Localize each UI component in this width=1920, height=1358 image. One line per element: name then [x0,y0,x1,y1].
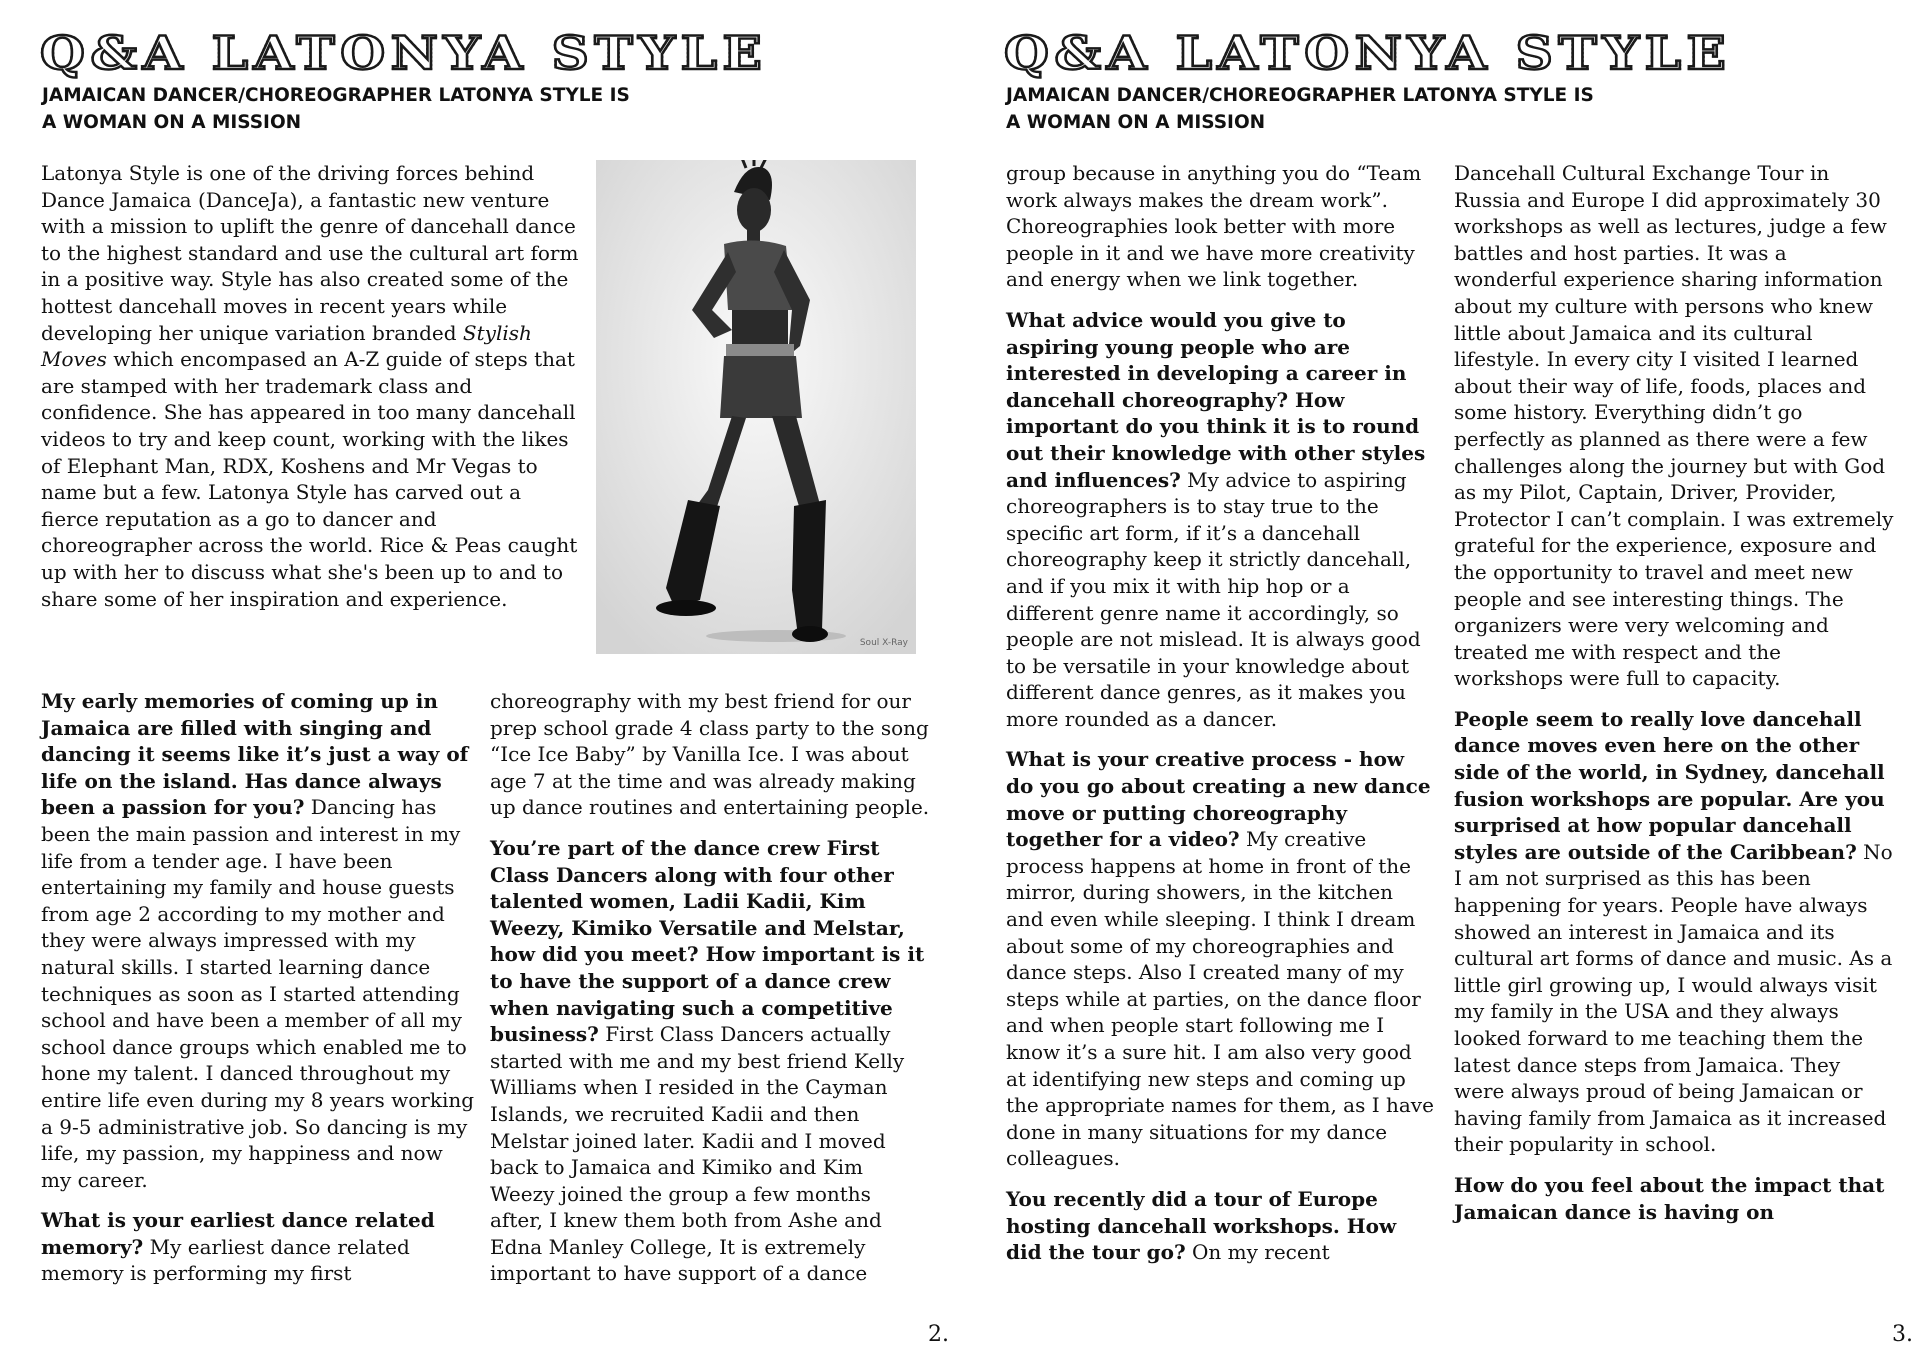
answer-3-continued: group because in anything you do “Team work always makes the dream work”. Choreographies look better with more people in it and we have more creativity and energy when we link together. [1006,161,1422,292]
question-3: You’re part of the dance crew First Class Dancers along with four other talented women, Ladii Kadii, Kim Weezy, Kimiko Versatile and Melstar, how did you meet? How important is it to have the support of a dance crew when navigating such a competitive business? [490,835,925,1047]
answer-2-continued: choreography with my best friend for our prep school grade 4 class party to the song “Ice Ice Baby” by Vanilla Ice. I was about age 7 at the time and was already making up dance routines and entertaining people. [490,689,930,820]
question-1: My early memories of coming up in Jamaica are filled with singing and dancing it seems like it’s just a way of life on the island. Has dance always been a passion for you? [41,689,469,820]
qa-7 [1454,706,1894,1158]
answer-1: Dancing has been the main passion and interest in my life from a tender age. I have been entertaining my family and house guests from age 2 according to my mother and they were always impressed with my natural skills. I started learning dance techniques as soon as I started attending school and have been a member of all my school dance groups which enabled me to hone my talent. I danced throughout my entire life even during my 8 years working a 9-5 administrative job. So dancing is my life, my passion, my happiness and now my career. [41,795,475,1192]
answer-6-start: On my recent [1185,1240,1330,1265]
qa-6 [1006,1186,1436,1266]
page-number-right: 3. [1892,1322,1913,1347]
intro-text-b: which encompased an A-Z guide of steps that are stamped with her trademark class and confidence. She has appeared in too many dancehall videos to try and keep count, working with the likes of Elephant Man, RDX, Koshens and Mr Vegas to name but a few. Latonya Style has carved out a fierce reputation as a go to dancer and choreographer across the world. Rice & Peas caught up with her to discuss what she's been up to and to share some of her inspiration and experience. [41,347,578,611]
page-right [960,0,1920,1358]
dancer-figure-image [596,160,916,654]
right-column-2 [1454,160,1894,1239]
answer-5: My creative process happens at home in front of the mirror, during showers, in the kitchen and even while sleeping. I think I dream about some of my choreographies and dance steps. Also I created many of my steps while at parties, on the dance floor and when people start following me I know it’s a sure hit. I am also very good at identifying new steps and coming up the appropriate names for them, as I have done in many situations for my dance colleagues. [1006,827,1434,1171]
intro-text-a: Latonya Style is one of the driving forces behind Dance Jamaica (DanceJa), a fantastic new venture with a mission to uplift the genre of dancehall dance to the highest standard and use the cultural art form in a positive way. Style has also created some of the hottest dancehall moves in recent years while developing her unique variation branded [41,161,579,345]
answer-4: My advice to aspiring choreographers is to stay true to the specific art form, if it’s a dancehall choreography keep it strictly dancehall, and if you mix it with hip hop or a different genre name it accordingly, so people are not mislead. It is always good to be versatile in your knowledge about different dance genres, as it makes you more rounded as a dancer. [1006,467,1421,731]
question-8: How do you feel about the impact that Jamaican dance is having on [1454,1172,1885,1224]
page-title: Q&A LATONYA STYLE [1004,26,1732,80]
photo-credit: Soul X-Ray [859,638,908,648]
qa-5 [1006,746,1436,1172]
intro-paragraph [41,160,581,612]
answer-6-continued: Dancehall Cultural Exchange Tour in Russia and Europe I did approximately 30 workshops as well as lectures, judge a few battles and host parties. It was a wonderful experience sharing information about my culture with persons who knew little about Jamaica and its cultural lifestyle. In every city I visited I learned about their way of life, foods, places and some history. Everything didn’t go perfectly as planned as there were a few challenges along the journey but with God as my Pilot, Captain, Driver, Provider, Protector I can’t complain. I was extremely grateful for the experience, exposure and the opportunity to travel and meet new people and see interesting things. The organizers were very welcoming and treated me with respect and the workshops were full to capacity. [1454,161,1894,691]
qa-1 [41,688,476,1193]
question-6: You recently did a tour of Europe hosting dancehall workshops. How did the tour go? [1006,1186,1397,1265]
qa-8 [1454,1172,1894,1225]
dancer-photo [596,160,916,654]
page-title: Q&A LATONYA STYLE [40,26,768,80]
right-column-1 [1006,160,1436,1280]
page-number-left: 2. [928,1322,949,1347]
answer-2-start: My earliest dance related memory is performing my first [41,1234,410,1286]
page-subtitle [42,82,842,136]
qa-3 [490,835,930,1287]
question-7: People seem to really love dancehall dance moves even here on the other side of the world, in Sydney, dancehall fusion workshops are popular. Are you surprised at how popular dancehall styles are outside of the Caribbean? [1454,706,1885,864]
subtitle-line-2: A WOMAN ON A MISSION [42,112,302,133]
question-5: What is your creative process - how do you go about creating a new dance move or putting choreography together for a video? [1006,747,1431,852]
question-2: What is your earliest dance related memory? [41,1208,435,1259]
qa-4 [1006,307,1436,733]
intro-column [41,160,581,626]
subtitle-line-1: JAMAICAN DANCER/CHOREOGRAPHER LATONYA STYLE IS [42,85,630,106]
question-4: What advice would you give to aspiring young people who are interested in developing a career in dancehall choreography? How important do you think it is to round out their knowledge with other styles and influences? [1006,307,1426,492]
intro-italic: Stylish Moves [41,320,532,372]
page-subtitle [1006,82,1806,136]
subtitle-line-1: JAMAICAN DANCER/CHOREOGRAPHER LATONYA STYLE IS [1006,85,1594,106]
left-column-2 [490,688,930,1301]
answer-3-start: First Class Dancers actually started with me and my best friend Kelly Williams when I resided in the Cayman Islands, we recruited Kadii and then Melstar joined later. Kadii and I moved back to Jamaica and Kimiko and Kim Weezy joined the group a few months after, I knew them both from Ashe and Edna Manley College, It is extremely important to have support of a dance [490,1022,905,1286]
left-column-1 [41,688,476,1301]
answer-7: No I am not surprised as this has been happening for years. People have always showed an interest in Jamaica and its cultural art forms of dance and music. As a little girl growing up, I would always visit my family in the USA and they always looked forward to me teaching them the latest dance steps from Jamaica. They were always proud of being Jamaican or having family from Jamaica as it increased their popularity in school. [1454,839,1893,1157]
subtitle-line-2: A WOMAN ON A MISSION [1006,112,1266,133]
qa-2 [41,1207,476,1287]
